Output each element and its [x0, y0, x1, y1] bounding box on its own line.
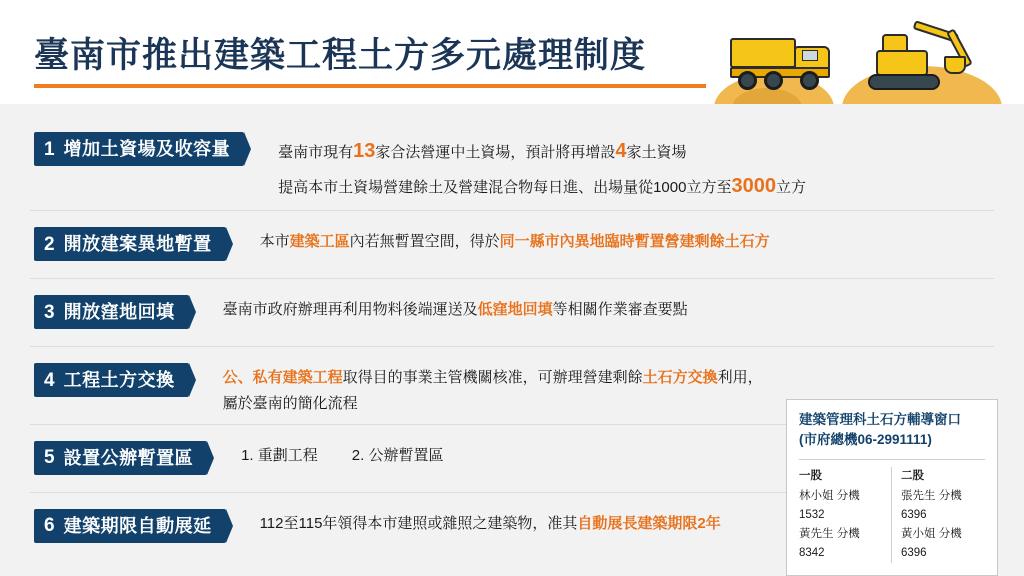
measure-number: 4: [44, 369, 55, 391]
text-segment: 內若無暫置空間，得於: [349, 233, 500, 250]
measure-label: 開放建案異地暫置: [63, 234, 212, 254]
description-line: [278, 169, 994, 204]
measure-badge: [34, 441, 207, 475]
contact-column-one: [799, 467, 892, 564]
measure-description: [260, 217, 994, 255]
description-line: [223, 297, 994, 323]
text-segment: 2. 公辦暫置區: [351, 446, 444, 464]
text-segment: 112至115年領得本市建照或雜照之建築物，准其: [259, 514, 578, 532]
measure-number: 2: [44, 233, 55, 255]
contact-box: [786, 399, 998, 576]
measure-number: 6: [44, 515, 55, 536]
contact-entry: 黃小姐 分機6396: [901, 528, 962, 560]
description-line: [260, 229, 994, 255]
measure-number: 5: [44, 447, 55, 468]
measure-number: 1: [44, 138, 55, 160]
measure-label: 開放窪地回填: [63, 302, 175, 322]
description-line: [223, 365, 994, 391]
text-segment: 家土資場: [626, 144, 687, 161]
contact-entry: 張先生 分機6396: [901, 490, 962, 522]
text-segment: 13: [353, 140, 376, 162]
text-segment: 等相關作業審查要點: [552, 301, 688, 318]
measure-number: 3: [44, 301, 55, 323]
text-segment: 利用，: [717, 369, 763, 386]
text-segment: 4: [615, 140, 627, 162]
text-segment: 臺南市政府辦理再利用物料後端運送及: [222, 301, 478, 318]
page-title: 臺南市推出建築工程土方多元處理制度: [34, 36, 647, 75]
measure-row: [30, 211, 994, 279]
text-segment: 低窪地回填: [477, 301, 553, 318]
content-panel: [0, 104, 1024, 576]
measure-badge: [34, 363, 189, 397]
text-segment: 立方: [775, 179, 806, 196]
measure-label: 工程土方交換: [63, 370, 175, 390]
slide-header: [0, 0, 1024, 104]
measure-row: [30, 279, 994, 347]
text-segment: 家合法營運中土資場，預計將再增設: [375, 144, 616, 161]
dump-truck-icon: [730, 36, 838, 90]
measure-label: 增加土資場及收容量: [63, 139, 231, 159]
construction-illustration: [692, 10, 1012, 108]
measure-label: 設置公辦暫置區: [63, 447, 194, 468]
text-segment: 提高本市土資場營建餘土及營建混合物每日進、出場量從1000立方至: [278, 179, 732, 196]
measure-badge: [34, 509, 226, 543]
text-segment: 本市: [259, 233, 290, 250]
text-segment: 公、私有建築工程: [222, 369, 343, 386]
measure-row: [30, 116, 994, 211]
text-segment: 同一縣市內異地臨時暫置營建剩餘土石方: [499, 233, 770, 250]
text-segment: 臺南市現有: [278, 144, 354, 161]
text-segment: 3000: [731, 175, 776, 197]
contact-group-label: 二股: [901, 469, 924, 482]
contact-entry: 林小姐 分機1532: [799, 490, 860, 522]
text-segment: 取得目的事業主管機關核准，可辦理營建剩餘: [342, 369, 643, 386]
contact-entry: 黃先生 分機8342: [799, 528, 860, 560]
contact-column-two: [892, 467, 985, 564]
text-segment: 1. 重劃工程: [241, 446, 318, 464]
text-segment: 屬於臺南的簡化流程: [222, 395, 358, 413]
measure-description: [278, 122, 994, 204]
description-line: [278, 134, 994, 169]
measure-badge: [34, 132, 244, 166]
title-underline: [34, 84, 706, 88]
text-segment: 自動展長建築期限2年: [577, 514, 721, 532]
text-segment: 土石方交換: [642, 369, 718, 386]
divider: [799, 459, 985, 460]
measure-description: [223, 285, 994, 323]
measure-label: 建築期限自動展延: [63, 515, 212, 536]
measure-badge: [34, 295, 189, 329]
contact-title-line2: (市府總機06-2991111): [799, 432, 932, 448]
text-segment: 建築工區: [289, 233, 350, 250]
measure-badge: [34, 227, 226, 261]
contact-group-label: 一股: [799, 469, 822, 482]
excavator-icon: [852, 14, 982, 90]
contact-title-line1: 建築管理科土石方輔導窗口: [799, 412, 961, 427]
